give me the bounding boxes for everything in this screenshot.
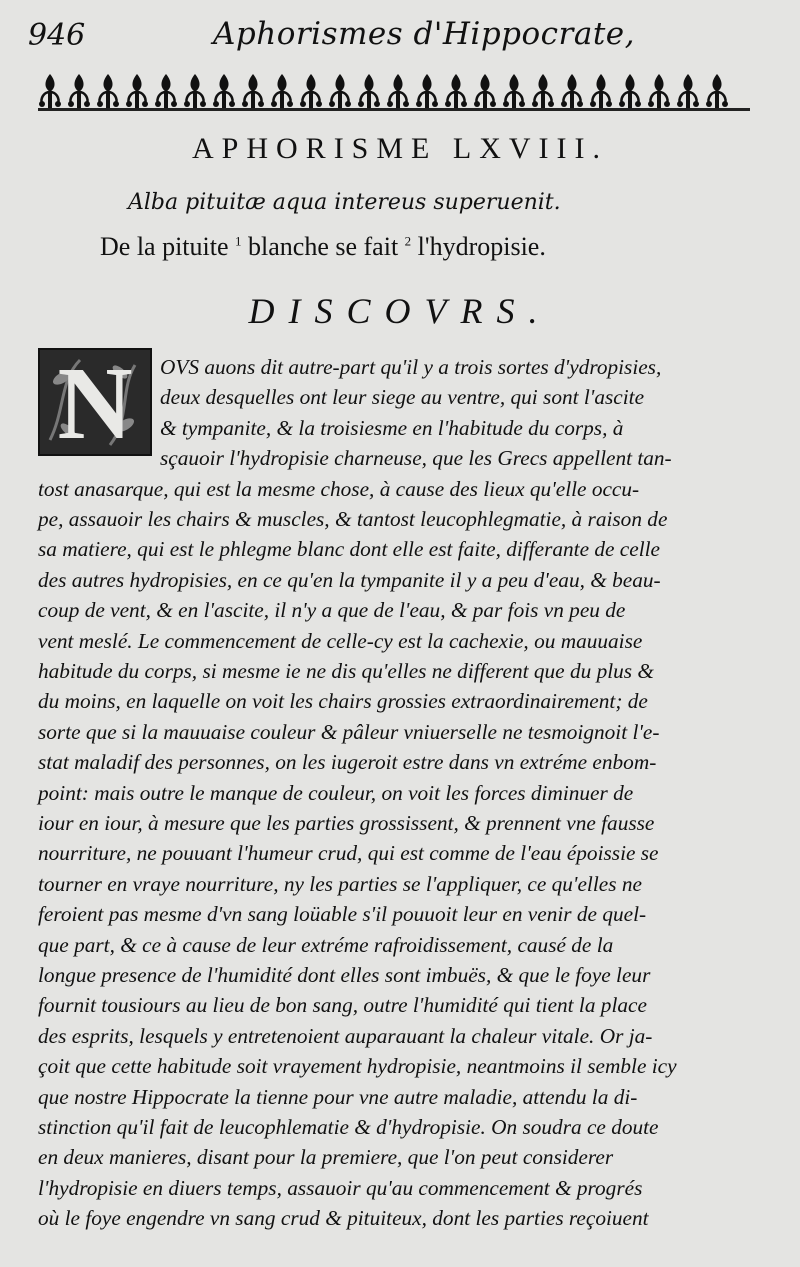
french-part: blanche se fait	[241, 232, 405, 261]
text-line: & tympanite, & la troisiesme en l'habitude du corps, à	[160, 415, 624, 440]
text-line: que nostre Hippocrate la tienne pour vne autre maladie, attendu la di-	[38, 1084, 638, 1109]
text-line: pe, assauoir les chairs & muscles, & tantost leucophlegmatie, à raison de	[38, 507, 668, 531]
text-line: sçauoir l'hydropisie charneuse, que les Grecs appellent tan-	[160, 446, 672, 471]
text-line: des esprits, lesquels y entretenoient auparauant la chaleur vitale. Or ja-	[38, 1023, 653, 1048]
text-line: que part, & ce à cause de leur extréme rafroidissement, causé de la	[38, 932, 614, 957]
text-line: iour en iour, à mesure que les parties grossissent, & prennent vne fausse	[38, 811, 655, 835]
note-marker: 1	[235, 233, 242, 249]
text-line: coup de vent, & en l'ascite, il n'y a que de l'eau, & par fois vn peu de	[38, 598, 626, 623]
text-line: sorte que si la mauuaise couleur & pâleur vniuerselle ne tesmoignoit l'e-	[38, 719, 660, 744]
text-line: tost anasarque, qui est la mesme chose, à cause des lieux qu'elle occu-	[38, 476, 640, 501]
text-line: sa matiere, qui est le phlegme blanc dont elle est faite, differante de celle	[38, 537, 660, 562]
note-marker: 2	[404, 233, 412, 249]
text-line: çoit que cette habitude soit vrayement hydropisie, neantmoins il semble icy	[38, 1054, 677, 1079]
text-line: nourriture, ne pouuant l'humeur crud, qui est comme de l'eau époissie se	[38, 841, 659, 866]
text-line: des autres hydropisies, en ce qu'en la tympanite il y a peu d'eau, & beau-	[38, 567, 661, 592]
text-line: habitude du corps, si mesme ie ne dis qu'elles ne different que du plus &	[38, 659, 654, 683]
decorated-initial	[38, 348, 152, 456]
text-line: l'hydropisie en diuers temps, assauoir qu'au commencement & progrés	[38, 1175, 643, 1200]
text-line: où le foye engendre vn sang crud & pituiteux, dont les parties reçoiuent	[38, 1206, 649, 1231]
french-part: l'hydropisie.	[411, 232, 546, 261]
page-number: 946	[28, 18, 86, 53]
ornament-band	[38, 70, 750, 112]
text-line: tourner en vraye nourriture, ny les parties se l'appliquer, ce qu'elles ne	[38, 871, 642, 896]
text-line: point: mais outre le manque de couleur, on voit les forces diminuer de	[38, 780, 634, 805]
latin-text: Alba pituitæ aqua intereus superuenit.	[128, 190, 561, 215]
french-translation	[100, 232, 546, 262]
text-line: du moins, en laquelle on voit les chairs grossies extraordinairement; de	[38, 689, 648, 714]
text-line: deux desquelles ont leur siege au ventre, qui sont l'ascite	[160, 385, 645, 410]
discours-heading: DISCOVRS.	[248, 291, 552, 331]
text-line: stinction qu'il fait de leucophlematie & d'hydropisie. On soudra ce doute	[38, 1115, 659, 1139]
running-title: Aphorismes d'Hippocrate,	[213, 16, 635, 52]
initial-letter: N	[57, 348, 133, 456]
french-part: De la pituite	[100, 232, 236, 261]
aphorism-title: APHORISME LXVIII.	[192, 132, 608, 165]
text-line: vent meslé. Le commencement de celle-cy est la cachexie, ou mauuaise	[38, 628, 643, 653]
text-line: feroient pas mesme d'vn sang loüable s'il pouuoit leur en venir de quel-	[38, 902, 647, 927]
text-line: stat maladif des personnes, on les iugeroit estre dans vn extréme enbom-	[38, 750, 657, 775]
text-line: fournit tousiours au lieu de bon sang, outre l'humidité qui tient la place	[38, 993, 647, 1018]
running-head	[28, 8, 780, 52]
text-line: longue presence de l'humidité dont elles sont imbuës, & que le foye leur	[38, 963, 651, 987]
text-line: en deux manieres, disant pour la premiere, que l'on peut considerer	[38, 1145, 614, 1170]
text-line: OVS auons dit autre-part qu'il y a trois sortes d'ydropisies,	[160, 355, 662, 379]
